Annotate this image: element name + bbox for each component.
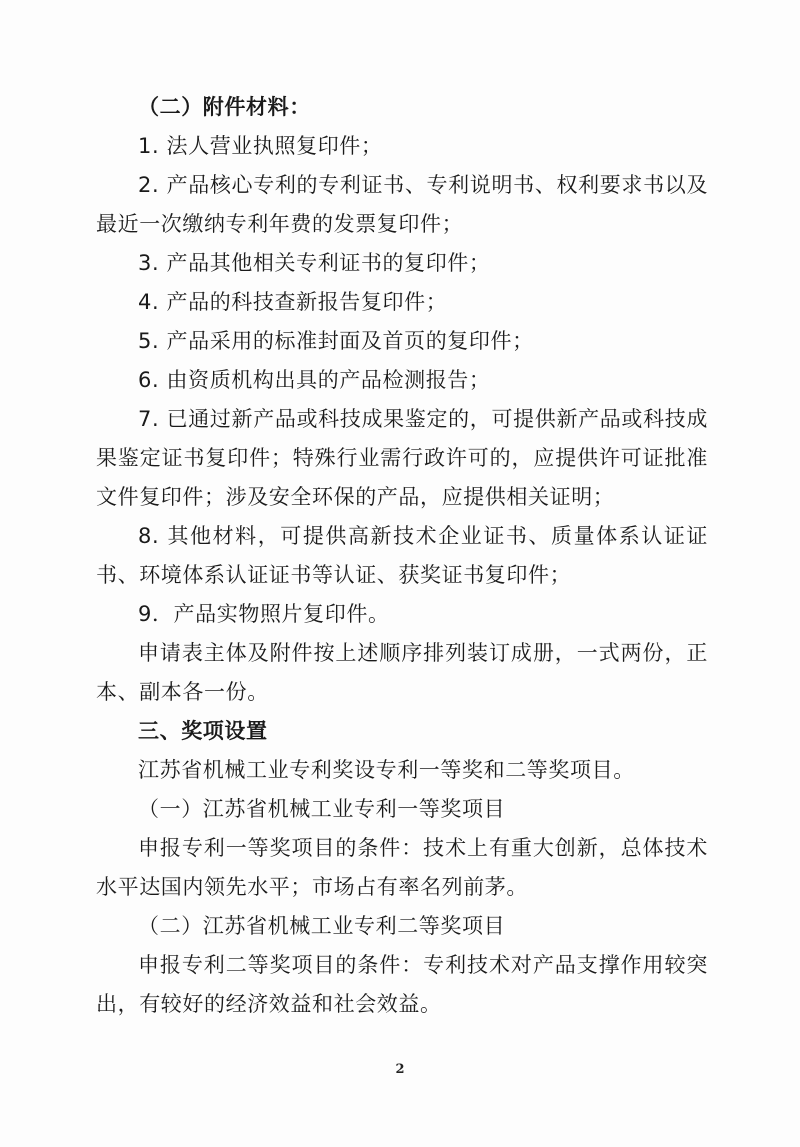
awards-overview: 江苏省机械工业专利奖设专利一等奖和二等奖项目。 [138,758,635,782]
document-body [96,88,708,1024]
attachment-item-6: 6. 由资质机构出具的产品检测报告； [138,368,491,392]
attachment-item-3: 3. 产品其他相关专利证书的复印件； [138,251,491,275]
attachment-item-1: 1. 法人营业执照复印件； [138,134,383,158]
section-heading-attachments: （二）附件材料： [138,95,311,119]
page-number: 2 [395,1062,405,1077]
first-prize-conditions: 申报专利一等奖项目的条件：技术上有重大创新，总体技术水平达国内领先水平；市场占有率名列前茅。 [96,836,708,899]
subheading-second-prize: （二）江苏省机械工业专利二等奖项目 [138,914,506,938]
attachment-item-4: 4. 产品的科技查新报告复印件； [138,290,448,314]
attachment-item-5: 5. 产品采用的标准封面及首页的复印件； [138,329,534,353]
attachment-item-9: 9．产品实物照片复印件。 [138,602,390,626]
attachment-item-7: 7. 已通过新产品或科技成果鉴定的，可提供新产品或科技成果鉴定证书复印件；特殊行业需行政许可的，应提供许可证批准文件复印件；涉及安全环保的产品，应提供相关证明； [96,407,708,509]
section-heading-awards: 三、奖项设置 [138,719,268,743]
binding-instructions: 申请表主体及附件按上述顺序排列装订成册，一式两份，正本、副本各一份。 [96,641,708,704]
second-prize-conditions: 申报专利二等奖项目的条件：专利技术对产品支撑作用较突出，有较好的经济效益和社会效益。 [96,953,708,1016]
attachment-item-8: 8. 其他材料，可提供高新技术企业证书、质量体系认证证书、环境体系认证证书等认证、获奖证书复印件； [96,524,708,587]
attachment-item-2: 2. 产品核心专利的专利证书、专利说明书、权利要求书以及最近一次缴纳专利年费的发票复印件； [96,173,708,236]
subheading-first-prize: （一）江苏省机械工业专利一等奖项目 [138,797,506,821]
